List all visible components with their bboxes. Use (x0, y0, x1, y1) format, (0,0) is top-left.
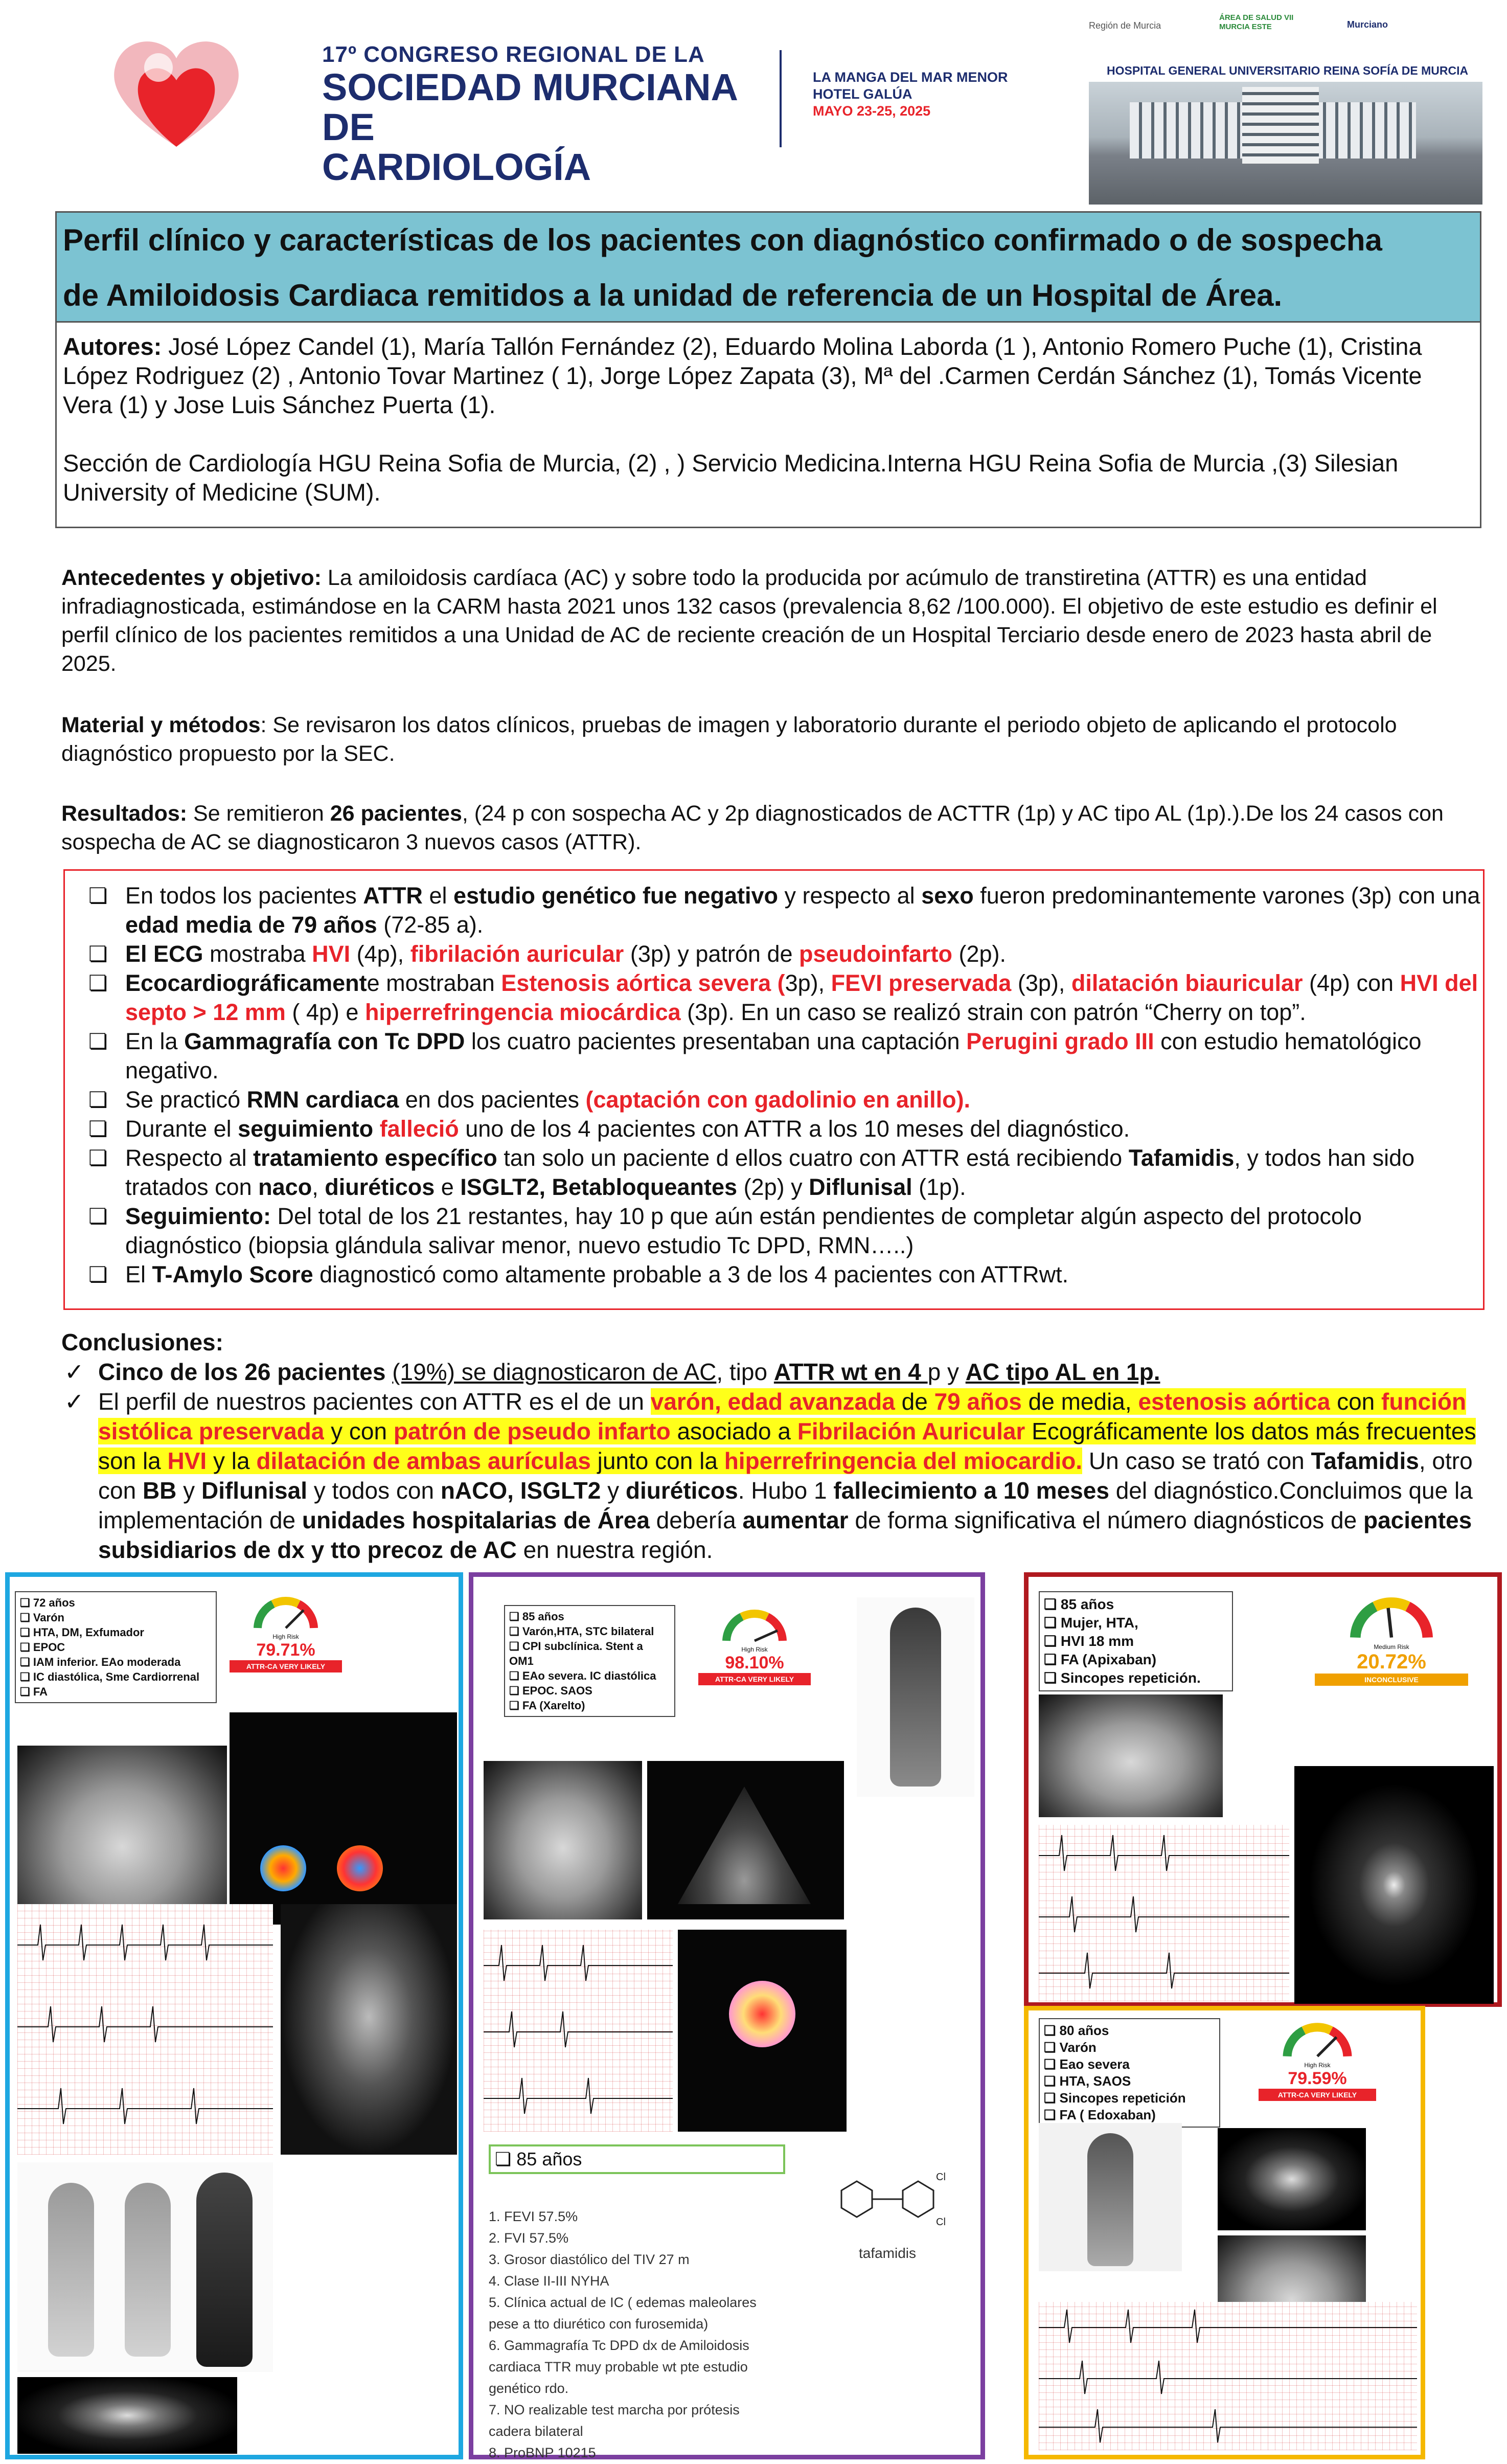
case1-badge: ATTR-CA VERY LIKELY (230, 1660, 342, 1672)
result-bullet-followup-death: ❏ Durante el seguimiento falleció uno de los 4 pacientes con ATTR a los 10 meses del diagnóstico. (85, 1114, 1483, 1143)
case4-badge: ATTR-CA VERY LIKELY (1259, 2089, 1376, 2101)
case2-bone-scintigraphy (857, 1597, 974, 1797)
case4-risk: High Risk (1304, 2062, 1331, 2069)
case4-clinical-list: ❏ 80 años ❏ Varón ❏ Eao severa ❏ HTA, SAOS ❏ Sincopes repetición ❏ FA ( Edoxaban) (1039, 2018, 1220, 2128)
congress-heart-logo (110, 32, 243, 152)
case2-strain-bullseye (678, 1930, 847, 2132)
congress-line3: CARDIOLOGÍA (322, 146, 591, 188)
murciano-logo: Murciano (1347, 19, 1388, 30)
result-bullet-genetic: ❏ En todos los pacientes ATTR el estudio genético fue negativo y respecto al sexo fueron predominantemente varones (3p) con una edad media de 79 años (72-85 a). (85, 881, 1483, 939)
case4-tamylo-gauge (1259, 2021, 1376, 2101)
case1-echo-strain-image (230, 1712, 457, 1925)
case3-badge: INCONCLUSIVE (1315, 1674, 1468, 1686)
venue-dates: MAYO 23-25, 2025 (813, 103, 931, 119)
case1-tamylo-gauge (230, 1595, 342, 1672)
results-patient-count: 26 pacientes (330, 801, 462, 826)
case3-risk: Medium Risk (1374, 1643, 1409, 1651)
result-bullet-tamylo: ❏ El T-Amylo Score diagnosticó como altamente probable a 3 de los 4 pacientes con ATTRwt. (85, 1260, 1483, 1289)
gauge-icon (253, 1595, 319, 1631)
case1-cardiac-mri (281, 1904, 457, 2155)
case2-echocardiogram (647, 1761, 844, 1919)
tafamidis-structure (811, 2155, 964, 2277)
case1-risk: High Risk (272, 1633, 299, 1640)
background-section (61, 563, 1472, 678)
institution-logos (1089, 9, 1488, 60)
hospital-photo (1089, 82, 1482, 205)
case2-chest-xray (484, 1761, 642, 1919)
authors-list: José López Candel (1), María Tallón Fernández (2), Eduardo Molina Laborda (1 ), Antonio Romero Puche (1), Cristina López Rodriguez (2) , Antonio Tovar Martinez ( 1), Jorge López Zapata (3), Mª del .Carmen Cerdán Sánchez (1), Tomás Vicente Vera (1) y Jose Luis Sánchez Puerta (1). (63, 333, 1422, 418)
case2-tamylo-gauge (698, 1608, 811, 1685)
poster-title (55, 211, 1481, 323)
methods-text: : Se revisaron los datos clínicos, pruebas de imagen y laboratorio durante el periodo objeto de aplicando el protocolo diagnóstico propuesto por la SEC. (61, 713, 1397, 766)
case1-bone-scintigraphy (17, 2162, 273, 2372)
conclusions-section (61, 1327, 1482, 1565)
case3-ecg (1039, 1825, 1289, 2001)
title-line1: Perfil clínico y características de los pacientes con diagnóstico confirmado o de sospecha (63, 223, 1382, 257)
case-panel-2 (469, 1572, 985, 2459)
venue-info (813, 69, 1038, 120)
methods-label: Material y métodos (61, 713, 261, 737)
title-line2: de Amiloidosis Cardiaca remitidos a la unidad de referencia de un Hospital de Área. (63, 278, 1283, 312)
venue-line2: HOTEL GALÚA (813, 86, 912, 102)
case2-risk: High Risk (741, 1646, 768, 1653)
case2-score: 98.10% (725, 1653, 784, 1672)
authors-box (55, 323, 1481, 528)
case-panel-4 (1024, 2006, 1425, 2459)
case1-clinical-list: ❏ 72 años ❏ Varón ❏ HTA, DM, Exfumador ❏ EPOC ❏ IAM inferior. EAo moderada ❏ IC diastólica, Sme Cardiorrenal ❏ FA (15, 1591, 217, 1703)
result-bullet-ecg: ❏ El ECG mostraba HVI (4p), fibrilación auricular (3p) y patrón de pseudoinfarto (2p). (85, 939, 1483, 968)
affiliations: Sección de Cardiología HGU Reina Sofia de Murcia, (2) , ) Servicio Medicina.Interna HGU Reina Sofia de Murcia ,(3) Silesian University of Medicine (SUM). (63, 449, 1399, 506)
molecule-icon (821, 2155, 954, 2242)
methods-section (61, 711, 1472, 768)
case5-findings-list: 1. FEVI 57.5% 2. FVI 57.5% 3. Grosor diastólico del TIV 27 m 4. Clase II-III NYHA 5. Clínica actual de IC ( edemas maleolares pese a tto diurético con furosemida) 6. Gammagrafía Tc DPD dx de Amiloidosis cardiaca TTR muy probable wt pte estudio genético rdo. 7. NO realizable test marcha por prótesis cadera bilateral 8. ProBNP 10215 (489, 2209, 757, 2460)
case-panel-1 (5, 1572, 463, 2459)
results-label: Resultados: (61, 801, 188, 826)
gauge-icon (1348, 1595, 1435, 1641)
case1-ecg (17, 1904, 273, 2155)
case4-score: 79.59% (1288, 2069, 1347, 2088)
hospital-name: HOSPITAL GENERAL UNIVERSITARIO REINA SOFÍA DE MURCIA (1107, 64, 1469, 77)
case3-score: 20.72% (1357, 1651, 1426, 1673)
case3-clinical-list: ❏ 85 años ❏ Mujer, HTA, ❏ HVI 18 mm ❏ FA (Apixaban) ❏ Sincopes repetición. (1039, 1591, 1233, 1691)
case-panel-3 (1024, 1572, 1502, 2007)
background-text: La amiloidosis cardíaca (AC) y sobre todo la producida por acúmulo de transtiretina (ATTR) es una entidad infradiagnosticada, estimándose en la CARM hasta 2021 unos 132 casos (prevalencia 8,62 /100.000). El objetivo de este estudio es definir el perfil clínico de los pacientes remitidos a una Unidad de AC de reciente creación de un Hospital Terciario desde enero de 2023 hasta abril de 2025. (61, 566, 1437, 676)
result-bullet-treatment: ❏ Respecto al tratamiento específico tan solo un paciente d ellos cuatro con ATTR está recibiendo Tafamidis, y todos han sido tratados con naco, diuréticos e ISGLT2, Betabloqueantes (2p) y Diflunisal (1p). (85, 1143, 1483, 1202)
case1-chest-xray (17, 1746, 227, 1930)
case2-ecg (484, 1930, 673, 2132)
results-text-2: , (24 p con sospecha AC y 2p diagnosticados de ACTTR (1p) y AC tipo AL (1p).).De los 24 casos con sospecha de AC se diagnosticaron 3 nuevos casos (ATTR). (61, 801, 1444, 854)
case2-badge: ATTR-CA VERY LIKELY (698, 1673, 811, 1685)
svg-text:Cl: Cl (936, 2217, 946, 2228)
results-text-1: Se remitieron (187, 801, 330, 826)
gauge-icon (721, 1608, 788, 1643)
result-bullet-followup: ❏ Seguimiento: Del total de los 21 restantes, hay 10 p que aún están pendientes de completar algún aspecto del protocolo diagnóstico (biopsia glándula salivar menor, nuevo estudio Tc DPD, RMN…..) (85, 1202, 1483, 1260)
case4-bone-scan (1039, 2123, 1182, 2271)
result-bullet-mri: ❏ Se practicó RMN cardiaca en dos pacientes (captación con gadolinio en anillo). (85, 1085, 1483, 1114)
region-murcia-logo: Región de Murcia (1089, 20, 1161, 31)
case1-spect-image (17, 2377, 237, 2454)
result-bullet-echo: ❏ Ecocardiográficamente mostraban Estenosis aórtica severa (3p), FEVI preservada (3p), dilatación biauricular (4p) con HVI del septo > 12 mm ( 4p) e hiperrefringencia miocárdica (3p). En un caso se realizó strain con patrón “Cherry on top”. (85, 968, 1483, 1027)
case3-chest-xray (1039, 1694, 1223, 1817)
authors-label: Autores: (63, 333, 162, 360)
area-salud-logo: ÁREA DE SALUD VII MURCIA ESTE (1219, 13, 1294, 31)
case5-summary (489, 2144, 785, 2174)
case5-age: ❏ 85 años (495, 2150, 779, 2169)
case4-spect (1218, 2128, 1366, 2230)
congress-line1: 17º CONGRESO REGIONAL DE LA (322, 42, 705, 67)
case3-scintigraphy (1294, 1766, 1494, 2004)
conclusion-item-1: ✓ Cinco de los 26 pacientes (19%) se diagnosticaron de AC, tipo ATTR wt en 4 p y AC tipo AL en 1p. (61, 1357, 1482, 1387)
conclusions-label: Conclusiones: (61, 1329, 223, 1355)
header-divider (780, 50, 782, 147)
conclusion-item-2: ✓ El perfil de nuestros pacientes con ATTR es el de un varón, edad avanzada de 79 años de media, estenosis aórtica con función sistólica preservada y con patrón de pseudo infarto asociado a Fibrilación Auricular Ecográficamente los datos más frecuentes son la HVI y la dilatación de ambas aurículas junto con la hiperrefringencia del miocardio. Un caso se trató con Tafamidis, otro con BB y Diflunisal y todos con nACO, ISGLT2 y diuréticos. Hubo 1 fallecimiento a 10 meses del diagnóstico.Concluimos que la implementación de unidades hospitalarias de Área debería aumentar de forma significativa el número diagnósticos de pacientes subsidiarios de dx y tto precoz de AC en nuestra región. (61, 1387, 1482, 1565)
case2-clinical-list: ❏ 85 años ❏ Varón,HTA, STC bilateral ❏ CPI subclínica. Stent a OM1 ❏ EAo severa. IC diastólica ❏ EPOC. SAOS ❏ FA (Xarelto) (504, 1605, 675, 1717)
venue-line1: LA MANGA DEL MAR MENOR (813, 70, 1008, 85)
case4-ecg (1039, 2302, 1417, 2450)
drug-name: tafamidis (858, 2245, 917, 2261)
case1-score: 79.71% (256, 1640, 315, 1660)
svg-text:Cl: Cl (936, 2172, 946, 2183)
results-bullet-list (63, 869, 1485, 1310)
gauge-icon (1282, 2021, 1353, 2059)
congress-title (322, 42, 762, 187)
results-section (61, 799, 1472, 856)
congress-line2: SOCIEDAD MURCIANA DE (322, 66, 737, 148)
case3-tamylo-gauge (1315, 1595, 1468, 1686)
result-bullet-scintigraphy: ❏ En la Gammagrafía con Tc DPD los cuatro pacientes presentaban una captación Perugini grado III con estudio hematológico negativo. (85, 1027, 1483, 1085)
background-label: Antecedentes y objetivo: (61, 566, 322, 590)
